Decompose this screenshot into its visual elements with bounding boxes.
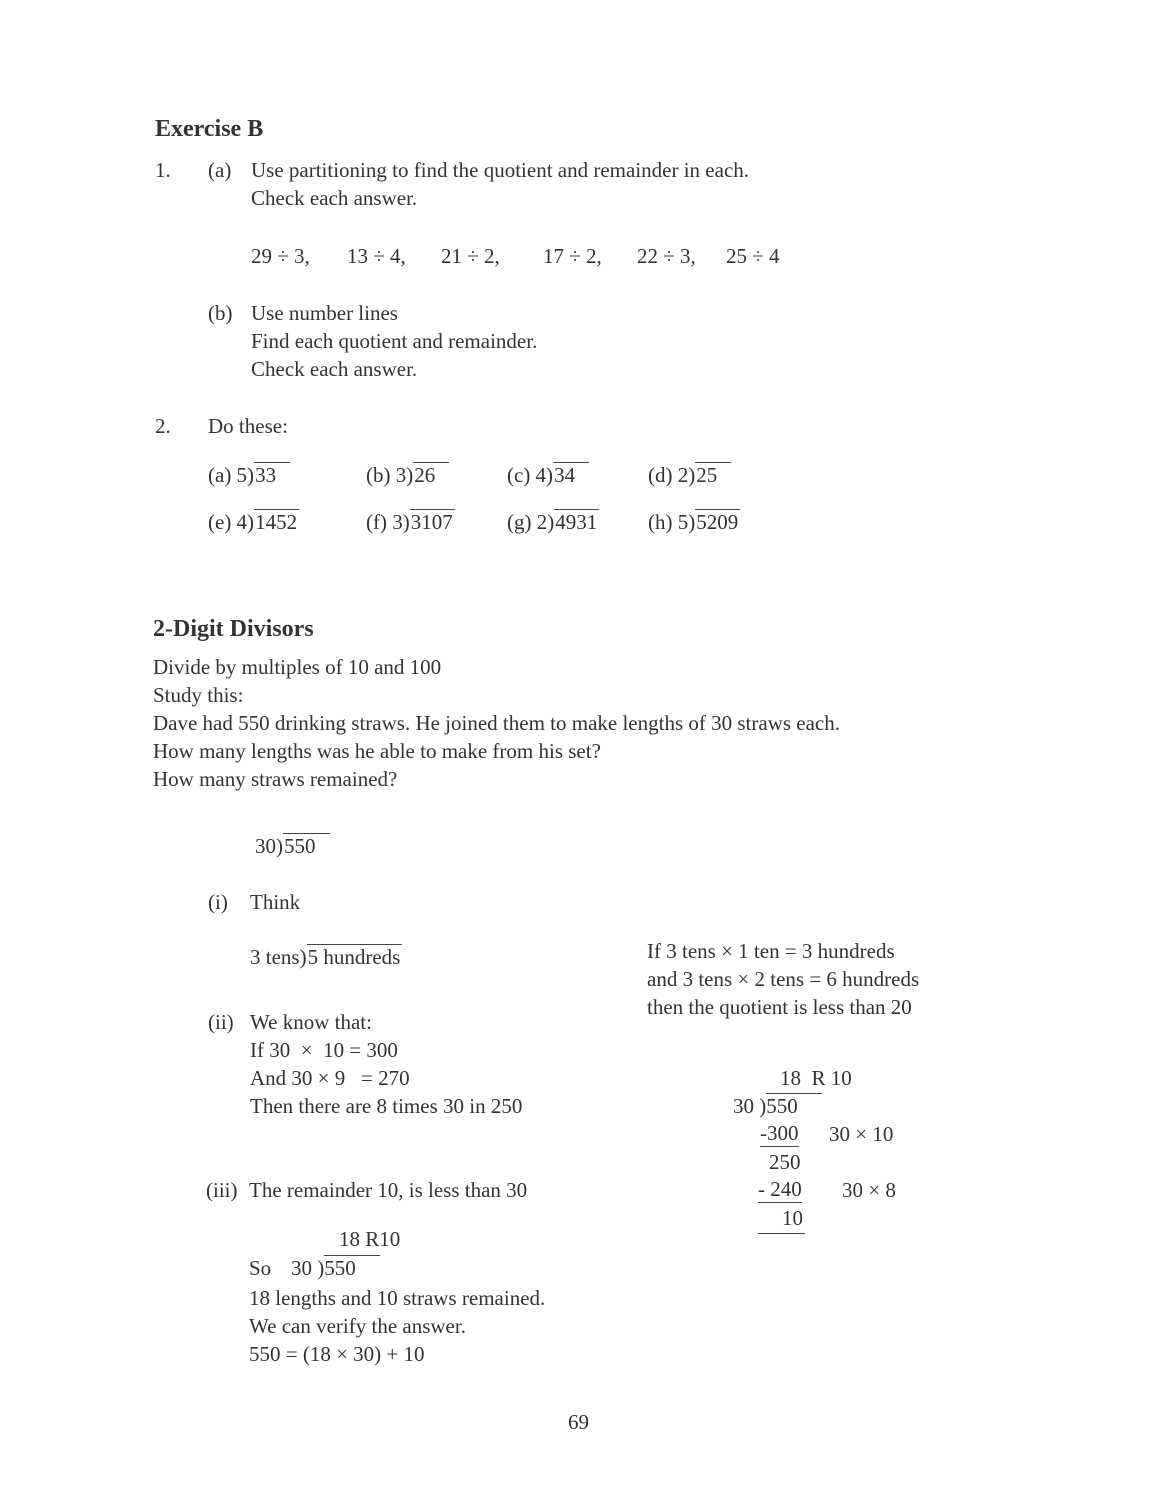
q1a-problem-1: 29 ÷ 3, — [251, 244, 310, 268]
q2-item-a: (a) 5)33 — [208, 461, 290, 489]
q1b-line2: Find each quotient and remainder. — [251, 329, 538, 353]
dividend: 25 — [695, 462, 731, 487]
page-number: 69 — [568, 1410, 589, 1434]
long-div-final-rule — [758, 1233, 805, 1234]
q1a-label: (a) — [208, 158, 232, 182]
q1-number: 1. — [155, 158, 171, 182]
q2-item-e: (e) 4)1452 — [208, 510, 298, 534]
step1-label: (i) — [208, 890, 228, 914]
long-div-note2: 30 × 8 — [842, 1178, 896, 1202]
q1a-problem-5: 22 ÷ 3, — [637, 244, 696, 268]
think-division: 3 tens)5 hundreds — [250, 945, 401, 969]
long-div-rem1: 250 — [769, 1150, 801, 1174]
so-division: 30 )550 — [291, 1254, 380, 1282]
q2-item-g: (g) 2)4931 — [507, 510, 598, 534]
dividend: 3107 — [410, 510, 453, 534]
q1b-label: (b) — [208, 301, 233, 325]
dividend: 4931 — [555, 510, 598, 534]
dividend: 5209 — [696, 510, 739, 534]
q1a-line1: Use partitioning to find the quotient and remainder in each. — [251, 158, 750, 182]
q1b-text — [251, 299, 537, 383]
q2-intro: Do these: — [208, 414, 288, 438]
conclusion-line-1: 18 lengths and 10 straws remained. — [249, 1286, 546, 1310]
intro-line-2: Study this: — [153, 683, 244, 707]
dividend: 550 — [283, 833, 330, 858]
step2-line-4: Then there are 8 times 30 in 250 — [250, 1094, 523, 1118]
step1-text: Think — [250, 890, 301, 914]
so-prefix: So — [249, 1256, 272, 1280]
q1a-problem-4: 17 ÷ 2, — [543, 244, 602, 268]
q1a-text — [251, 156, 749, 212]
q1a-line2: Check each answer. — [251, 186, 418, 210]
intro-line-1: Divide by multiples of 10 and 100 — [153, 655, 442, 679]
side-note — [647, 937, 919, 1021]
side-note-line-3: then the quotient is less than 20 — [647, 995, 912, 1019]
dividend: 34 — [553, 462, 589, 487]
step3-text: The remainder 10, is less than 30 — [249, 1178, 528, 1202]
dividend: 26 — [413, 462, 449, 487]
so-quotient: 18 R10 — [339, 1227, 401, 1251]
dividend: 5 hundreds — [307, 945, 401, 969]
step3-label: (iii) — [206, 1178, 238, 1202]
step2-line-2: If 30 × 10 = 300 — [250, 1038, 398, 1062]
intro-line-4: How many lengths was he able to make from his set? — [153, 739, 601, 763]
q1a-problem-6: 25 ÷ 4 — [726, 244, 780, 268]
step2-line-3: And 30 × 9 = 270 — [250, 1066, 410, 1090]
two-digit-intro — [153, 653, 840, 793]
q2-item-h: (h) 5)5209 — [648, 510, 739, 534]
long-div-setup: 30 )550 — [733, 1092, 822, 1120]
dividend: 550 — [324, 1255, 380, 1280]
long-div-quotient: 18 R 10 — [780, 1066, 852, 1090]
conclusion-line-2: We can verify the answer. — [249, 1314, 466, 1338]
step2-label: (ii) — [208, 1010, 234, 1034]
exercise-b-title: Exercise B — [155, 116, 264, 142]
q1b-line3: Check each answer. — [251, 357, 418, 381]
dividend: 550 — [766, 1093, 822, 1118]
side-note-line-2: and 3 tens × 2 tens = 6 hundreds — [647, 967, 920, 991]
q2-item-c: (c) 4)34 — [507, 461, 589, 489]
intro-line-5: How many straws remained? — [153, 767, 398, 791]
q1b-line1: Use number lines — [251, 301, 398, 325]
long-div-sub2: - 240 — [758, 1177, 802, 1201]
long-div-sub1: -300 — [760, 1121, 799, 1145]
q1a-problem-3: 21 ÷ 2, — [441, 244, 500, 268]
conclusion — [249, 1284, 545, 1368]
side-note-line-1: If 3 tens × 1 ten = 3 hundreds — [647, 939, 895, 963]
q1a-problem-2: 13 ÷ 4, — [347, 244, 406, 268]
conclusion-line-3: 550 = (18 × 30) + 10 — [249, 1342, 425, 1366]
q2-item-d: (d) 2)25 — [648, 461, 731, 489]
step2-line-1: We know that: — [250, 1010, 372, 1034]
long-div-rem2: 10 — [782, 1206, 803, 1230]
two-digit-title: 2-Digit Divisors — [153, 616, 314, 642]
intro-line-3: Dave had 550 drinking straws. He joined them to make lengths of 30 straws each. — [153, 711, 841, 735]
dividend: 33 — [254, 462, 290, 487]
division-setup: 30)550 — [255, 832, 330, 860]
step2-text — [250, 1008, 522, 1120]
dividend: 1452 — [255, 510, 298, 534]
q2-item-f: (f) 3)3107 — [366, 510, 453, 534]
q2-number: 2. — [155, 414, 171, 438]
q2-item-b: (b) 3)26 — [366, 461, 449, 489]
long-div-note1: 30 × 10 — [829, 1122, 894, 1146]
